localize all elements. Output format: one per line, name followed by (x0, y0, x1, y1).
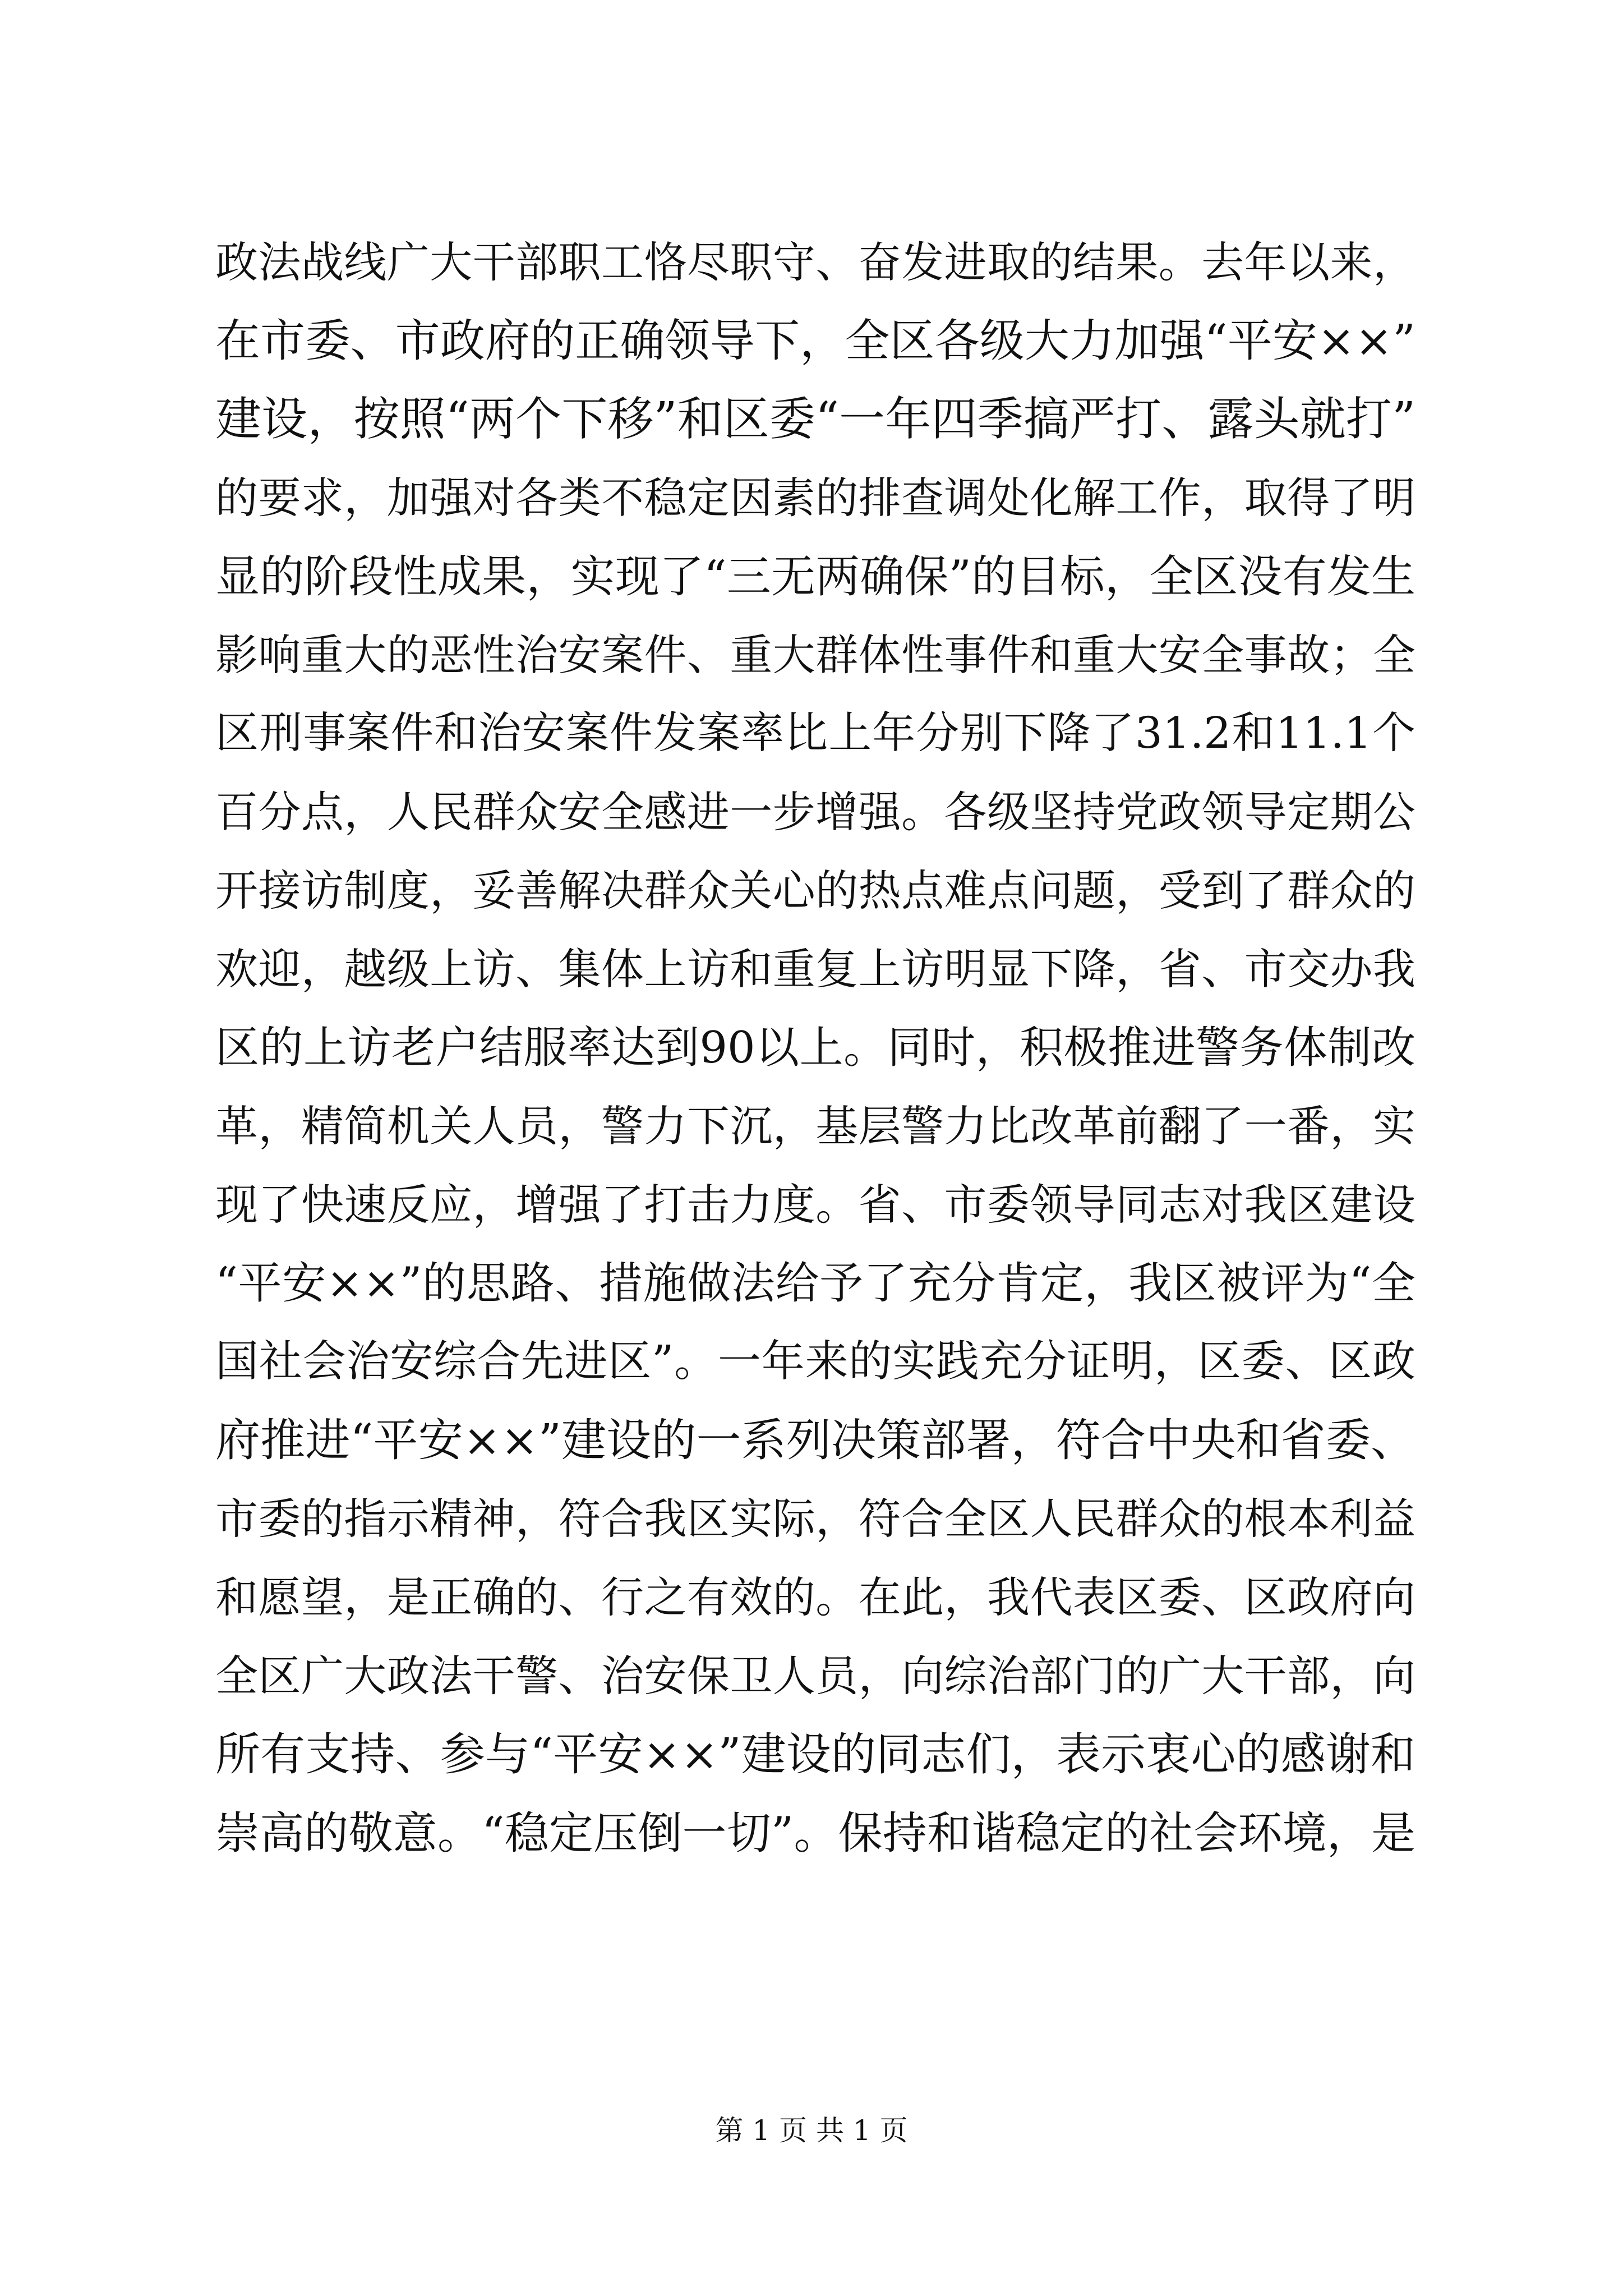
body-paragraph (215, 223, 1415, 1872)
text-line: 所有支持、参与“平安××”建设的同志们，表示衷心的感谢和 (215, 1728, 1415, 1780)
text-line: 和愿望，是正确的、行之有效的。在此，我代表区委、区政府向 (215, 1572, 1415, 1622)
text-line: 百分点，人民群众安全感进一步增强。各级坚持党政领导定期公 (215, 787, 1415, 837)
text-line: 影响重大的恶性治安案件、重大群体性事件和重大安全事故；全 (215, 630, 1415, 680)
text-line: 府推进“平安××”建设的一系列决策部署，符合中央和省委、 (215, 1414, 1415, 1466)
page-footer: 第 1 页 共 1 页 (715, 2114, 908, 2147)
text-line: 开接访制度，妥善解决群众关心的热点难点问题，受到了群众的 (215, 866, 1415, 915)
text-line: 显的阶段性成果，实现了“三无两确保”的目标，全区没有发生 (215, 551, 1415, 602)
text-line: 区的上访老户结服率达到90以上。同时，积极推进警务体制改 (215, 1023, 1415, 1073)
text-line: 革，精简机关人员，警力下沉，基层警力比改革前翻了一番，实 (215, 1101, 1415, 1151)
text-line: 现了快速反应，增强了打击力度。省、市委领导同志对我区建设 (215, 1180, 1415, 1230)
text-line: 政法战线广大干部职工恪尽职守、奋发进取的结果。去年以来， (215, 237, 1415, 287)
text-line: 在市委、市政府的正确领导下，全区各级大力加强“平安××” (215, 315, 1415, 367)
text-line: “平安××”的思路、措施做法给予了充分肯定，我区被评为“全 (215, 1258, 1415, 1309)
text-line: 建设，按照“两个下移”和区委“一年四季搞严打、露头就打” (215, 393, 1415, 446)
text-line: 国社会治安综合先进区”。一年来的实践充分证明，区委、区政 (215, 1337, 1415, 1387)
text-line: 市委的指示精神，符合我区实际，符合全区人民群众的根本利益 (215, 1494, 1415, 1544)
text-line: 区刑事案件和治安案件发案率比上年分别下降了31.2和11.1个 (215, 708, 1415, 758)
text-line: 崇高的敬意。“稳定压倒一切”。保持和谐稳定的社会环境，是 (215, 1807, 1415, 1859)
text-line: 全区广大政法干警、治安保卫人员，向综治部门的广大干部，向 (215, 1651, 1415, 1701)
text-line: 欢迎，越级上访、集体上访和重复上访明显下降，省、市交办我 (215, 944, 1415, 994)
text-line: 的要求，加强对各类不稳定因素的排查调处化解工作，取得了明 (215, 473, 1415, 523)
